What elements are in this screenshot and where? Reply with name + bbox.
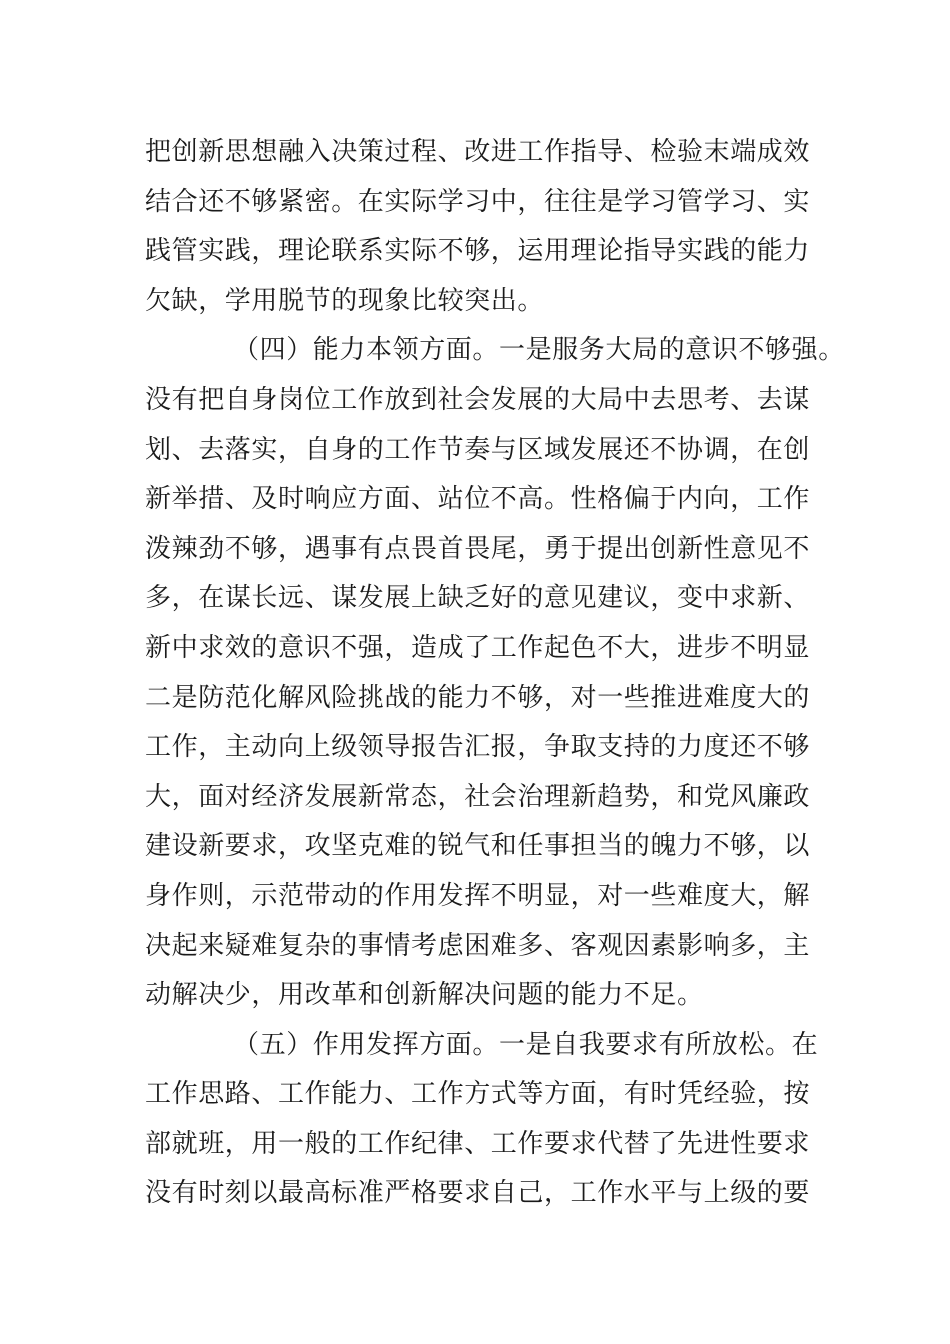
text-line: 动解决少，用改革和创新解决问题的能力不足。 xyxy=(145,980,704,1011)
text-line: 没有时刻以最高标准严格要求自己，工作水平与上级的要 xyxy=(145,1178,811,1209)
text-line: 部就班，用一般的工作纪律、工作要求代替了先进性要求 xyxy=(145,1128,811,1159)
text-line: 践管实践，理论联系实际不够，运用理论指导实践的能力 xyxy=(145,236,811,267)
text-line: 泼辣劲不够，遇事有点畏首畏尾，勇于提出创新性意见不 xyxy=(145,533,811,564)
text-line: 把创新思想融入决策过程、改进工作指导、检验末端成效 xyxy=(145,137,811,167)
section-heading-line: （五）作用发挥方面。一是自我要求有所放松。在 xyxy=(233,1029,819,1060)
text-line: 工作思路、工作能力、工作方式等方面，有时凭经验，按 xyxy=(145,1079,811,1110)
text-line: 结合还不够紧密。在实际学习中，往往是学习管学习、实 xyxy=(145,186,811,217)
text-line: 多，在谋长远、谋发展上缺乏好的意见建议，变中求新、 xyxy=(145,583,811,614)
text-line: 没有把自身岗位工作放到社会发展的大局中去思考、去谋 xyxy=(145,384,811,415)
text-line: 新中求效的意识不强，造成了工作起色不大，进步不明显 xyxy=(145,632,811,663)
text-line: 工作，主动向上级领导报告汇报，争取支持的力度还不够 xyxy=(145,732,811,763)
text-line: 建设新要求，攻坚克难的锐气和任事担当的魄力不够，以 xyxy=(145,831,811,862)
text-line: 欠缺，学用脱节的现象比较突出。 xyxy=(145,285,545,316)
body-text xyxy=(145,128,845,1219)
text-line: 大，面对经济发展新常态，社会治理新趋势，和党风廉政 xyxy=(145,781,811,812)
section-heading-line: （四）能力本领方面。一是服务大局的意识不够强。 xyxy=(233,335,845,366)
text-line: 二是防范化解风险挑战的能力不够，对一些推进难度大的 xyxy=(145,682,811,713)
text-line: 划、去落实，自身的工作节奏与区域发展还不协调，在创 xyxy=(145,434,811,465)
text-line: 决起来疑难复杂的事情考虑困难多、客观因素影响多，主 xyxy=(145,930,811,961)
text-line: 身作则，示范带动的作用发挥不明显，对一些难度大，解 xyxy=(145,880,811,911)
text-line: 新举措、及时响应方面、站位不高。性格偏于内向，工作 xyxy=(145,484,811,515)
